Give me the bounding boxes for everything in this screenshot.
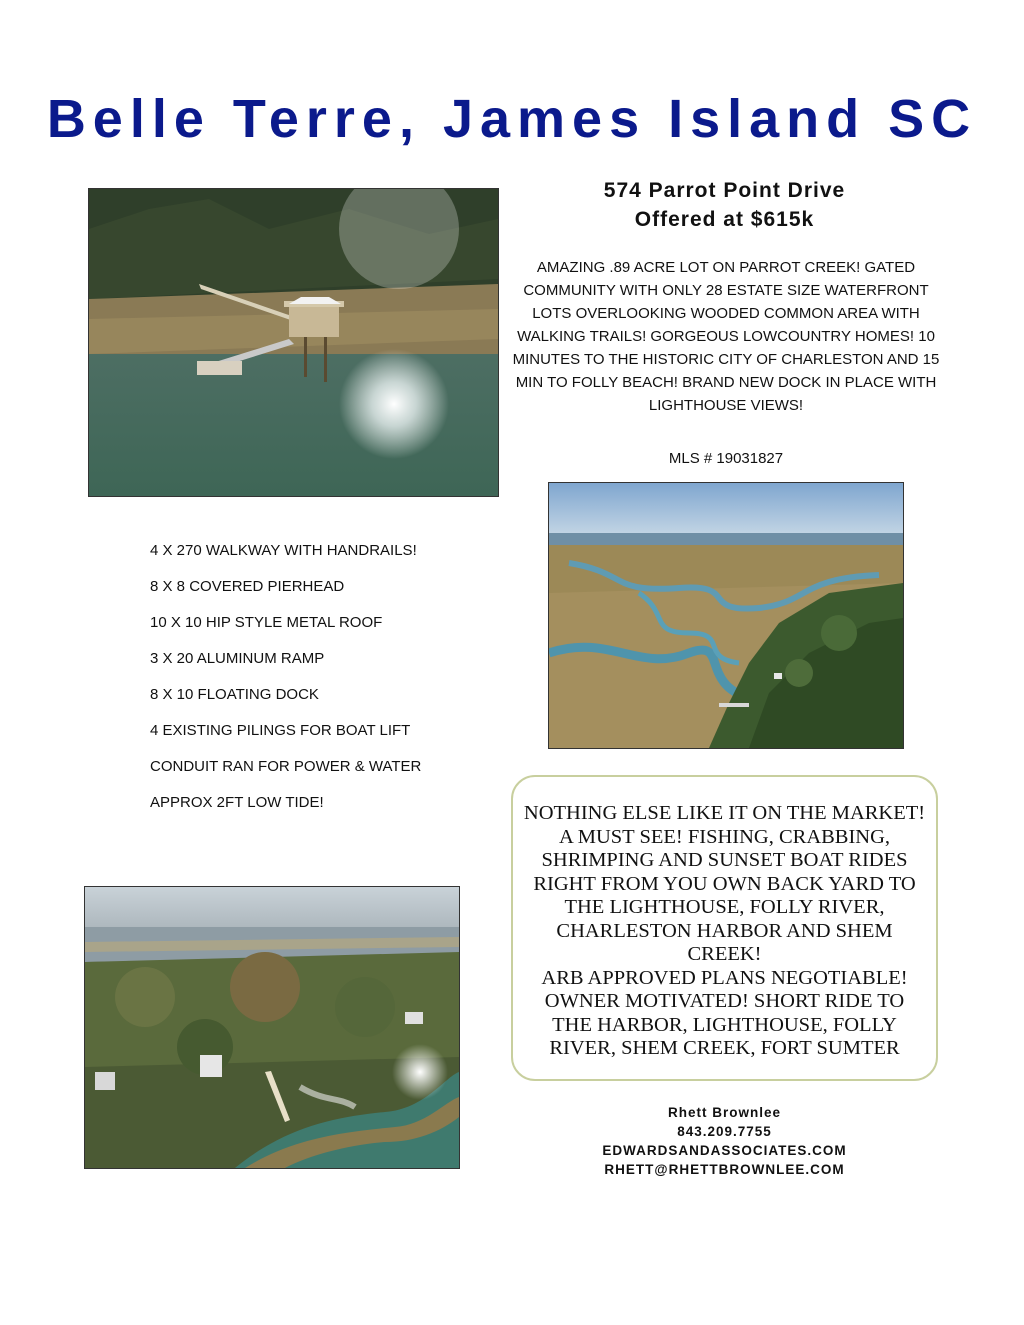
feature-item: 10 X 10 HIP STYLE METAL ROOF [150, 614, 383, 631]
dock-features-list [150, 540, 421, 828]
callout-paragraph: ARB APPROVED PLANS NEGOTIABLE! OWNER MOTIVATED! SHORT RIDE TO THE HARBOR, LIGHTHOUSE, FOLLY RIVER, SHEM CREEK, FORT SUMTER [541, 966, 908, 1059]
agent-email[interactable]: RHETT@RHETTBROWNLEE.COM [604, 1162, 845, 1177]
feature-item: 3 X 20 ALUMINUM RAMP [150, 650, 325, 667]
page-title: Belle Terre, James Island SC [46, 89, 978, 149]
callout-box [511, 775, 938, 1081]
listing-description: AMAZING .89 ACRE LOT ON PARROT CREEK! GATED COMMUNITY WITH ONLY 28 ESTATE SIZE WATERFRONT LOTS OVERLOOKING WOODED COMMON AREA WITH WALKING TRAILS! GORGEOUS LOWCOUNTRY HOMES! 10 MINUTES TO THE HISTORIC CITY OF CHARLESTON AND 15 MIN TO FOLLY BEACH! BRAND NEW DOCK IN PLACE WITH LIGHTHOUSE VIEWS! [512, 259, 940, 414]
feature-item: 4 EXISTING PILINGS FOR BOAT LIFT [150, 722, 411, 739]
mls-number: MLS # 19031827 [668, 450, 784, 467]
aerial-marsh-photo [548, 482, 904, 749]
callout-paragraph: NOTHING ELSE LIKE IT ON THE MARKET! A MUST SEE! FISHING, CRABBING, SHRIMPING AND SUNSET BOAT RIDES RIGHT FROM YOU OWN BACK YARD TO THE LIGHTHOUSE, FOLLY RIVER, CHARLESTON HARBOR AND SHEM CREEK! [523, 802, 926, 965]
contact-block [512, 1103, 937, 1179]
feature-item: 4 X 270 WALKWAY WITH HANDRAILS! [150, 542, 417, 559]
feature-item: CONDUIT RAN FOR POWER & WATER [150, 758, 422, 775]
agent-phone[interactable]: 843.209.7755 [677, 1124, 772, 1139]
agent-website[interactable]: EDWARDSANDASSOCIATES.COM [602, 1143, 847, 1158]
agent-name: Rhett Brownlee [667, 1105, 781, 1120]
aerial-lot-photo [84, 886, 460, 1169]
feature-item: 8 X 8 COVERED PIERHEAD [150, 578, 345, 595]
feature-item: 8 X 10 FLOATING DOCK [150, 686, 319, 703]
listing-header [512, 176, 937, 234]
listing-address: 574 Parrot Point Drive [603, 179, 846, 202]
feature-item: APPROX 2FT LOW TIDE! [150, 794, 324, 811]
dock-photo [88, 188, 499, 497]
listing-price: Offered at $615k [634, 208, 815, 231]
